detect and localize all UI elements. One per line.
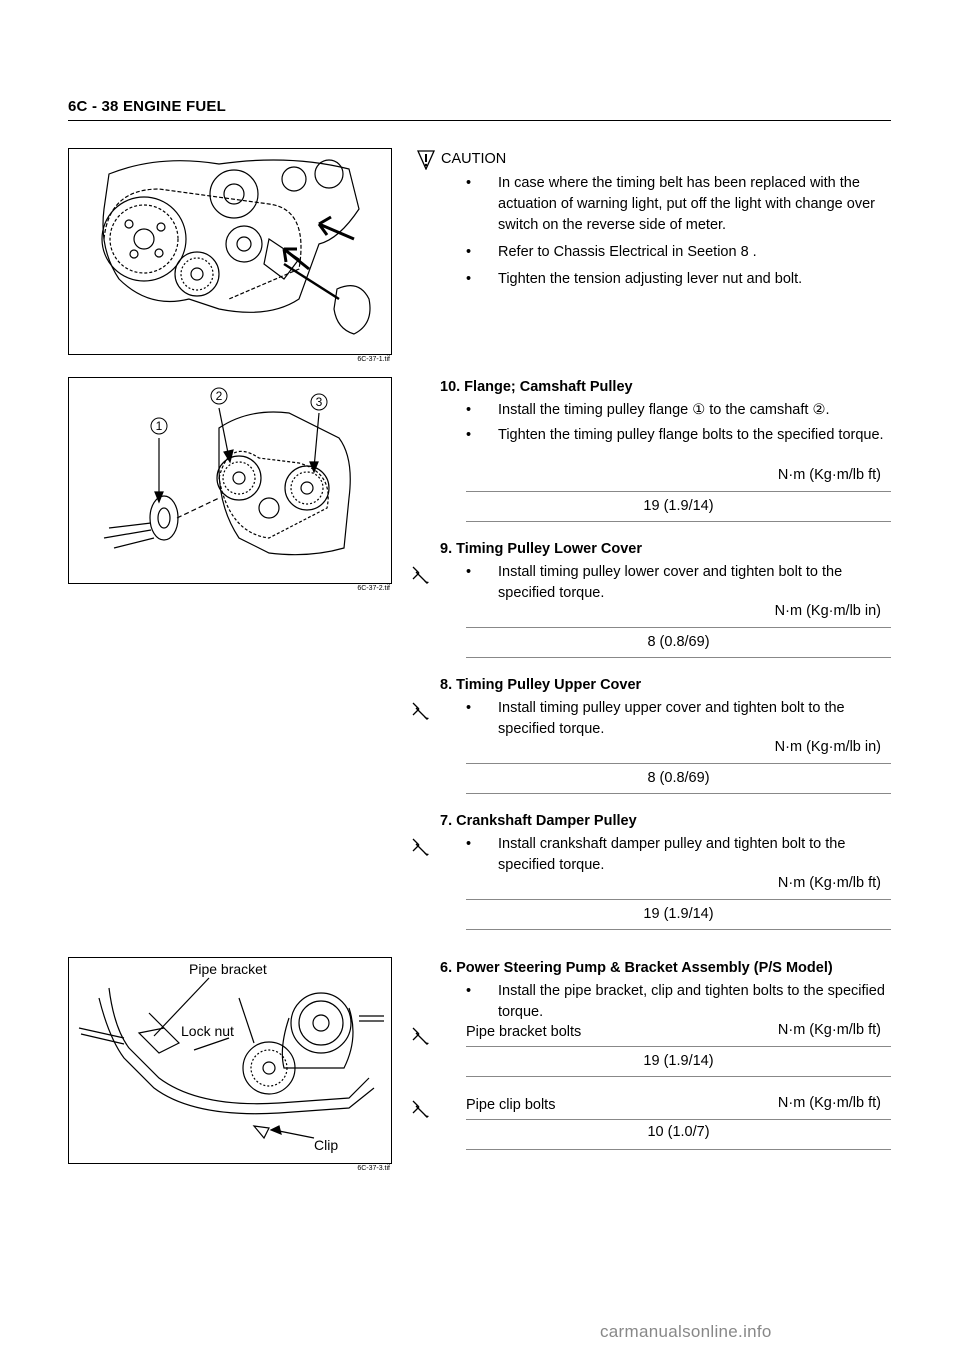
callout-2: 2	[215, 389, 223, 403]
step-6-title: 6. Power Steering Pump & Bracket Assembly (P/S Model)	[440, 960, 833, 976]
header-rule	[68, 120, 891, 121]
timing-belt-illustration	[69, 149, 391, 354]
bullet: •	[466, 983, 472, 999]
torque-wrench-icon	[409, 1098, 431, 1125]
spec-divider	[466, 521, 891, 522]
torque-unit: N·m (Kg·m/lb in)	[774, 603, 881, 619]
torque-unit: N·m (Kg·m/lb in)	[774, 739, 881, 755]
figure-caption: 6C-37-3.tif	[357, 1165, 390, 1172]
list-item: • Install timing pulley lower cover and tighten bolt to the specified torque.	[466, 562, 886, 604]
spec-divider	[466, 627, 891, 628]
spec-divider	[466, 763, 891, 764]
step-10-bullets	[466, 400, 886, 446]
torque-value: 19 (1.9/14)	[643, 498, 714, 514]
caution-item: • Refer to Chassis Electrical in Seetion 8 .	[466, 242, 886, 263]
warning-triangle-icon	[417, 150, 435, 175]
bullet: •	[466, 427, 472, 443]
step-9-title: 9. Timing Pulley Lower Cover	[440, 541, 642, 557]
page-header: 6C - 38 ENGINE FUEL	[68, 98, 226, 115]
list-item: • Tighten the timing pulley flange bolts to the specified torque.	[466, 425, 886, 446]
torque-unit: N·m (Kg·m/lb ft)	[777, 1095, 881, 1111]
watermark[interactable]: carmanualsonline.info	[600, 1322, 772, 1341]
torque-wrench-icon	[409, 700, 431, 727]
torque-value: 10 (1.0/7)	[647, 1124, 710, 1140]
figure-camshaft-pulley	[68, 377, 392, 584]
step-8-bullets	[466, 698, 886, 740]
spec-divider	[466, 1046, 891, 1047]
torque-value: 8 (0.8/69)	[647, 770, 710, 786]
bullet: •	[466, 564, 472, 580]
label-pipe-bracket: Pipe bracket	[189, 961, 267, 977]
step-7-title: 7. Crankshaft Damper Pulley	[440, 813, 637, 829]
figure-caption: 6C-37-1.tif	[357, 356, 390, 363]
caution-item: • In case where the timing belt has been replaced with the actuation of warning light, put off the light with change over switch on the reverse side of meter.	[466, 173, 886, 236]
torque-wrench-icon	[409, 1025, 431, 1052]
figure-timing-belt	[68, 148, 392, 355]
torque-unit: N·m (Kg·m/lb ft)	[777, 1022, 881, 1038]
step-6-bullets	[466, 981, 886, 1023]
spec-divider	[466, 793, 891, 794]
torque-unit: N·m (Kg·m/lb ft)	[777, 467, 881, 483]
callout-3: 3	[315, 395, 323, 409]
bullet: •	[466, 402, 472, 418]
power-steering-illustration	[69, 958, 391, 1163]
bullet: •	[466, 271, 472, 287]
bullet: •	[466, 175, 472, 191]
bullet: •	[466, 244, 472, 260]
torque-value: 19 (1.9/14)	[643, 1053, 714, 1069]
camshaft-pulley-illustration	[69, 378, 391, 583]
bullet: •	[466, 836, 472, 852]
figure-caption: 6C-37-2.tif	[357, 585, 390, 592]
caution-title: CAUTION	[441, 151, 507, 167]
spec-divider	[466, 657, 891, 658]
torque-wrench-icon	[409, 836, 431, 863]
list-item: • Install the timing pulley flange ① to the camshaft ②.	[466, 400, 886, 421]
callout-1: 1	[155, 419, 163, 433]
caution-item: • Tighten the tension adjusting lever nut and bolt.	[466, 269, 886, 290]
figure-power-steering-pump	[68, 957, 392, 1164]
label-lock-nut: Lock nut	[181, 1023, 234, 1039]
spec-divider	[466, 1149, 891, 1150]
bullet: •	[466, 700, 472, 716]
spec-divider	[466, 491, 891, 492]
list-item: • Install timing pulley upper cover and tighten bolt to the specified torque.	[466, 698, 886, 740]
step-8-title: 8. Timing Pulley Upper Cover	[440, 677, 642, 693]
step-10-title: 10. Flange; Camshaft Pulley	[440, 379, 633, 395]
list-item: • Install the pipe bracket, clip and tighten bolts to the specified torque.	[466, 981, 886, 1023]
torque-value: 19 (1.9/14)	[643, 906, 714, 922]
spec-label-pipe-bracket-bolts: Pipe bracket bolts	[466, 1024, 582, 1040]
step-7-bullets	[466, 834, 886, 876]
spec-divider	[466, 1076, 891, 1077]
spec-divider	[466, 899, 891, 900]
caution-list	[466, 173, 886, 290]
spec-divider	[466, 1119, 891, 1120]
list-item: • Install crankshaft damper pulley and tighten bolt to the specified torque.	[466, 834, 886, 876]
torque-unit: N·m (Kg·m/lb ft)	[777, 875, 881, 891]
label-clip: Clip	[314, 1137, 339, 1153]
torque-value: 8 (0.8/69)	[647, 634, 710, 650]
spec-label-pipe-clip-bolts: Pipe clip bolts	[466, 1097, 556, 1113]
spec-divider	[466, 929, 891, 930]
torque-wrench-icon	[409, 564, 431, 591]
step-9-bullets	[466, 562, 886, 604]
